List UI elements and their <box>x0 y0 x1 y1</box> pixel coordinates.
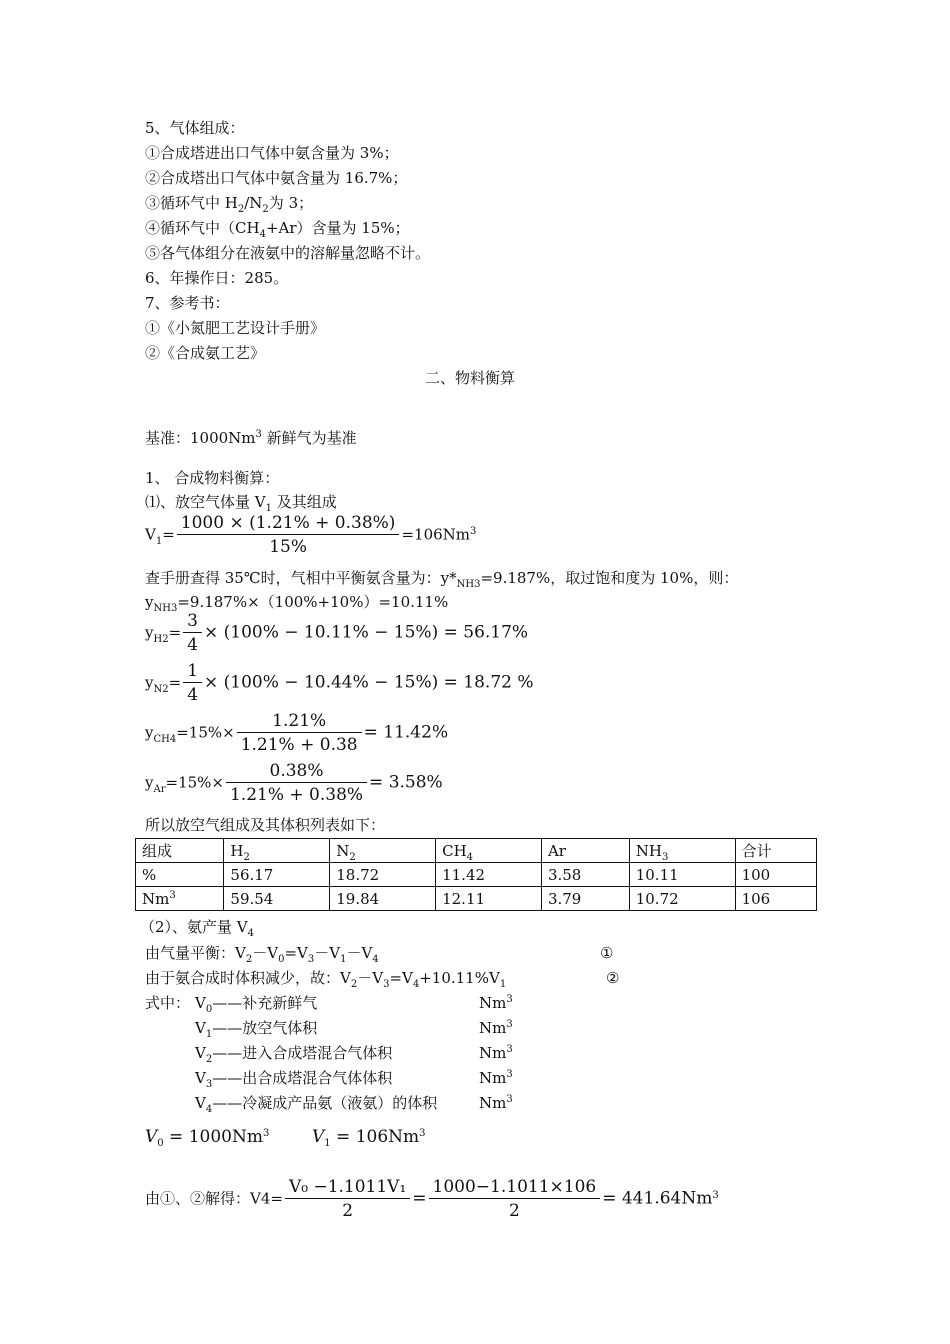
table-header <box>629 839 735 863</box>
superscript: 3 <box>169 889 176 901</box>
fraction <box>285 1176 410 1223</box>
table-cell: 56.17 <box>224 863 330 887</box>
text: = 11.42% <box>363 722 449 743</box>
superscript: 3 <box>419 1128 426 1139</box>
subscript: Ar <box>153 783 166 795</box>
subscript: 0 <box>205 1004 213 1015</box>
table-cell: 11.42 <box>436 863 542 887</box>
subscript: CH4 <box>153 733 177 745</box>
subscript: 3 <box>205 1079 213 1090</box>
numerator: 1000 × (1.21% + 0.38%) <box>177 512 400 535</box>
text: V <box>312 1127 325 1147</box>
denominator: 1.21% + 0.38% <box>229 785 364 805</box>
subscript: 4 <box>412 979 420 990</box>
unit-label <box>479 993 513 1016</box>
text-line: ①合成塔进出口气体中氨含量为 3%； <box>145 144 399 162</box>
text: = <box>162 525 175 544</box>
text: y <box>145 623 154 642</box>
table-cell: 3.58 <box>541 863 629 887</box>
text: N <box>336 841 350 860</box>
denominator: 15% <box>269 537 308 557</box>
equation-2 <box>145 968 506 991</box>
section-7-title: 7、参考书： <box>145 294 230 312</box>
text: = 441.64Nm <box>602 1188 713 1209</box>
subscript: 1 <box>205 1029 213 1040</box>
table-header <box>330 839 436 863</box>
text: V <box>195 1069 206 1087</box>
table-cell: 100 <box>735 863 816 887</box>
text: Nm <box>479 1044 507 1062</box>
ych4-equation <box>145 710 448 757</box>
text: NH <box>635 841 662 860</box>
superscript: 3 <box>470 525 477 537</box>
fraction <box>429 1176 601 1223</box>
text: V <box>195 1094 206 1112</box>
reference-2: ②《合成氨工艺》 <box>145 344 266 362</box>
text: 由气量平衡：V <box>145 944 246 962</box>
text: V <box>145 525 156 544</box>
text: －V <box>314 944 341 962</box>
text: = <box>168 673 182 692</box>
subscript: 1 <box>499 979 507 990</box>
text-line: ⑤各气体组分在液氨中的溶解量忽略不计。 <box>145 244 431 262</box>
text: y <box>145 593 154 611</box>
subscript: H2 <box>153 633 169 645</box>
numerator: 1 <box>183 660 202 683</box>
text: 及其组成 <box>271 493 337 511</box>
text: =106Nm <box>401 525 471 544</box>
table-header: Ar <box>541 839 629 863</box>
equation-marker: ① <box>600 944 614 962</box>
subscript: N2 <box>153 683 169 695</box>
table-header: 组成 <box>136 839 224 863</box>
text: V <box>195 994 206 1012</box>
text: ——放空气体积 <box>212 1019 318 1037</box>
text: ——冷凝成产品氨（液氨）的体积 <box>212 1094 438 1112</box>
numerator: 0.38% <box>226 760 367 783</box>
text: 为 3； <box>268 194 314 212</box>
subscript: 2 <box>349 851 356 863</box>
subscript: 1 <box>340 954 347 965</box>
numerator: 1000−1.1011×106 <box>429 1176 601 1199</box>
section-5-title: 5、气体组成： <box>145 119 245 137</box>
equation-1 <box>145 943 379 966</box>
table-header <box>224 839 330 863</box>
yar-equation <box>145 760 443 807</box>
table-cell: 10.72 <box>629 887 735 911</box>
table-cell: 3.79 <box>541 887 629 911</box>
text: × (100% − 10.11% − 15%) = 56.17% <box>203 622 529 643</box>
text: 由①、②解得：V4= <box>145 1189 283 1208</box>
superscript: 3 <box>262 1128 270 1139</box>
table-cell: 18.72 <box>330 863 436 887</box>
text: =15%× <box>165 773 224 792</box>
text: =V <box>389 969 413 987</box>
yn2-equation <box>145 660 534 707</box>
fraction <box>226 760 367 807</box>
table-header-row <box>136 839 817 863</box>
text: Nm <box>142 889 170 908</box>
text: ⑴、放空气体量 V <box>145 493 266 511</box>
text: = 3.58% <box>369 772 443 793</box>
table-cell: 12.11 <box>436 887 542 911</box>
fraction <box>237 710 362 757</box>
text: Nm <box>479 1069 507 1087</box>
text: CH <box>442 841 467 860</box>
purge-gas-table <box>135 838 817 911</box>
subscript: 4 <box>466 851 474 863</box>
fraction <box>183 660 202 707</box>
text: +10.11%V <box>419 969 500 987</box>
text: y <box>145 723 154 742</box>
text: 基准：1000Nm <box>145 429 256 447</box>
unit-label <box>479 1068 513 1091</box>
superscript: 3 <box>506 1044 513 1055</box>
subscript: 4 <box>372 954 379 965</box>
text-line <box>145 193 313 216</box>
reference-1: ①《小氮肥工艺设计手册》 <box>145 319 326 337</box>
table-cell <box>136 887 224 911</box>
equation-marker: ② <box>606 969 620 987</box>
subscript: 2 <box>262 204 269 215</box>
subscript: NH3 <box>456 579 481 590</box>
section-6: 6、年操作日：285。 <box>145 269 289 287</box>
text: Nm <box>479 1019 507 1037</box>
section-heading: 二、物料衡算 <box>425 369 516 387</box>
text: Nm <box>479 994 507 1012</box>
text: = 106Nm <box>330 1127 420 1147</box>
text: ③循环气中 H <box>145 194 238 212</box>
text: × (100% − 10.44% − 15%) = 18.72 % <box>204 672 534 693</box>
subscript: 0 <box>157 1138 164 1149</box>
subscript: 3 <box>307 954 315 965</box>
definition-item <box>195 1093 437 1116</box>
superscript: 3 <box>255 429 262 440</box>
text: =V <box>284 944 308 962</box>
unit-label <box>479 1018 513 1041</box>
v1-equation <box>145 512 476 559</box>
superscript: 3 <box>712 1189 719 1201</box>
definition-item <box>195 1068 392 1091</box>
text: Nm <box>479 1094 507 1112</box>
text: －V <box>346 944 373 962</box>
text: /N <box>244 194 263 212</box>
table-cell: 10.11 <box>629 863 735 887</box>
table-cell: 19.84 <box>330 887 436 911</box>
text: = <box>168 623 182 642</box>
denominator: 4 <box>187 635 198 655</box>
subscript: 0 <box>278 954 285 965</box>
unit-label <box>479 1093 513 1116</box>
denominator: 1.21% + 0.38 <box>240 735 358 755</box>
text: = <box>412 1188 427 1209</box>
text: =9.187%×（100%+10%）=10.11% <box>177 593 449 611</box>
denominator: 2 <box>342 1201 354 1221</box>
numerator: 1.21% <box>237 710 362 733</box>
subscript: 3 <box>383 979 390 990</box>
superscript: 3 <box>506 994 513 1005</box>
subscript: 4 <box>247 928 255 939</box>
text: ——进入合成塔混合气体积 <box>212 1044 393 1062</box>
superscript: 3 <box>506 1094 513 1105</box>
subscript: 1 <box>324 1138 331 1149</box>
text: +Ar）含量为 15%； <box>265 219 410 237</box>
superscript: 3 <box>506 1069 513 1080</box>
definition-item <box>195 1018 317 1041</box>
table-header <box>436 839 542 863</box>
text: V <box>195 1044 206 1062</box>
subscript: 2 <box>205 1054 213 1065</box>
table-row <box>136 887 817 911</box>
numerator: V₀ −1.1011V₁ <box>285 1176 410 1199</box>
subscript: 4 <box>259 229 266 240</box>
subscript: 1 <box>155 535 163 547</box>
text: 由于氨合成时体积减少，故：V <box>145 969 351 987</box>
text: ——补充新鲜气 <box>212 994 318 1012</box>
given-v1 <box>312 1127 426 1150</box>
text: H <box>230 841 244 860</box>
definition-item <box>195 1043 392 1066</box>
denominator: 4 <box>187 685 199 705</box>
text-line: ②合成塔出口气体中氨含量为 16.7%； <box>145 169 408 187</box>
text: ④循环气中（CH <box>145 219 260 237</box>
given-v0 <box>145 1127 269 1150</box>
solution-equation <box>145 1176 719 1223</box>
text: （2）、氨产量 V <box>140 918 248 936</box>
text-line <box>145 568 738 591</box>
subscript: 2 <box>237 204 245 215</box>
subscript: 3 <box>661 851 669 863</box>
text-line <box>145 218 410 241</box>
text: 新鲜气为基准 <box>261 429 357 447</box>
text: －V <box>357 969 384 987</box>
fraction <box>183 610 202 657</box>
text: －V <box>252 944 279 962</box>
text: 查手册查得 35℃时，气相中平衡氨含量为：y* <box>145 569 457 587</box>
denominator: 2 <box>508 1201 520 1221</box>
text: V <box>145 1127 158 1147</box>
text: =9.187%，取过饱和度为 10%，则： <box>480 569 739 587</box>
table-cell: 106 <box>735 887 816 911</box>
where-label: 式中： <box>145 994 191 1012</box>
text: y <box>145 673 154 692</box>
unit-label <box>479 1043 513 1066</box>
text: V <box>195 1019 206 1037</box>
table-intro: 所以放空气组成及其体积列表如下： <box>145 816 386 834</box>
numerator: 3 <box>183 610 202 633</box>
yh2-equation <box>145 610 528 657</box>
superscript: 3 <box>506 1019 513 1030</box>
basis-line <box>145 428 357 451</box>
text: = 1000Nm <box>163 1127 263 1147</box>
fraction <box>177 512 400 559</box>
subscript: NH3 <box>153 603 178 614</box>
subscript: 2 <box>350 979 358 990</box>
table-cell: % <box>136 863 224 887</box>
subscript: 2 <box>243 851 250 863</box>
table-cell: 59.54 <box>224 887 330 911</box>
subscript: 2 <box>245 954 253 965</box>
subsection-title <box>140 917 254 940</box>
table-row <box>136 863 817 887</box>
text: y <box>145 773 154 792</box>
subsection-title: 1、 合成物料衡算： <box>145 469 280 487</box>
text: =15%× <box>176 723 235 742</box>
definition-item <box>195 993 317 1016</box>
table-header: 合计 <box>735 839 816 863</box>
text: ——出合成塔混合气体体积 <box>212 1069 393 1087</box>
subscript: 1 <box>265 503 272 514</box>
subscript: 4 <box>205 1104 213 1115</box>
